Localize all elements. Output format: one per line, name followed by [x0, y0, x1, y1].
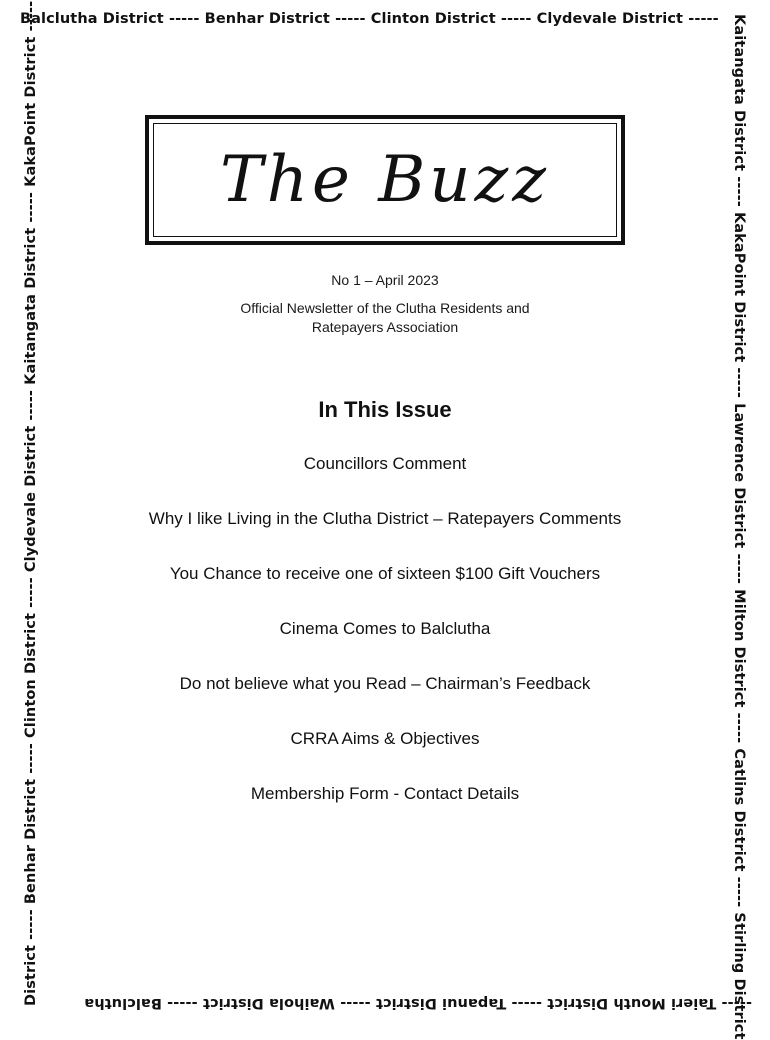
- toc-item: Why I like Living in the Clutha District – Ratepayers Comments: [148, 509, 622, 528]
- toc-item: Councillors Comment: [303, 454, 467, 473]
- border-districts-top: Balclutha District ----- Benhar District ----- Clinton District ----- Clydevale District -----: [20, 11, 719, 27]
- toc-item: Membership Form - Contact Details: [250, 784, 520, 803]
- masthead-inner-frame: [153, 123, 617, 237]
- border-districts-bottom: ----- Taieri Mouth District ----- Tapanui District ----- Waihola District ----- Balclutha: [84, 995, 752, 1011]
- toc-item: CRRA Aims & Objectives: [290, 729, 480, 748]
- newsletter-subtitle-line1: Official Newsletter of the Clutha Residents and: [240, 300, 530, 316]
- toc-item: You Chance to receive one of sixteen $100 Gift Vouchers: [169, 564, 601, 583]
- newsletter-subtitle-line2: Ratepayers Association: [311, 319, 459, 335]
- issue-number-date: No 1 – April 2023: [331, 272, 439, 288]
- toc-item: Cinema Comes to Balclutha: [279, 619, 491, 638]
- toc-heading: In This Issue: [318, 397, 452, 422]
- border-districts-left: District ----- Benhar District ----- Clinton District ----- Clydevale District ----- Kaitangata District ----- KakaPoint District -----: [23, 0, 39, 1006]
- toc-item: Do not believe what you Read – Chairman’s Feedback: [179, 674, 591, 693]
- newsletter-title: The Buzz: [220, 143, 550, 217]
- border-districts-right: Kaitangata District ----- KakaPoint District ----- Lawrence District ----- Milton District ----- Catlins District ----- Stirling District: [731, 14, 747, 1040]
- masthead-frame: [145, 115, 625, 245]
- toc-list: [0, 452, 770, 837]
